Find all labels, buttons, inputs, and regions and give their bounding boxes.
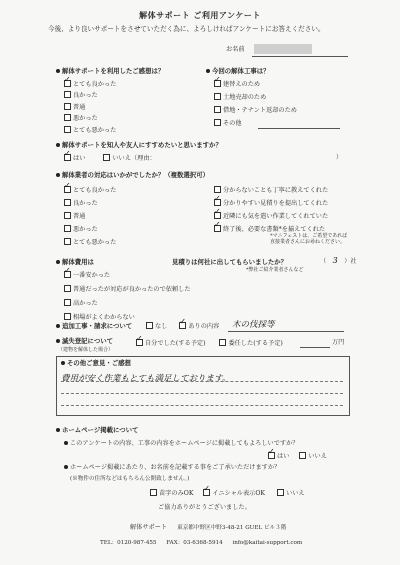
checkbox[interactable] <box>64 212 71 219</box>
q4-option[interactable]: ✓終了後、必要な書類*を揃えてくれた <box>214 225 328 234</box>
q2-label: 今回の解体工事は？ <box>206 67 270 75</box>
q2-option[interactable]: 借地・テナント返却のため <box>214 106 297 115</box>
q1-option[interactable]: 悪かった <box>64 114 116 123</box>
q7-options <box>136 339 283 348</box>
q8-label: その他ご意見・ご感想 <box>61 359 131 367</box>
footer-address: 東京都中野区中野3-48-21 GUEL ビル３階 <box>177 525 287 531</box>
checkbox[interactable] <box>214 93 221 100</box>
q2-option[interactable]: ✓建替えのため <box>214 80 297 89</box>
redacted-name <box>254 44 312 54</box>
bullet-icon <box>64 441 68 445</box>
q7-opt2[interactable]: 委任した(する予定) <box>219 340 282 347</box>
form-title: 解体サポート ご利用アンケート <box>139 10 261 20</box>
bullet-icon <box>56 173 60 177</box>
hp-qa: このアンケートの内容、工事の内容をホームページに掲載してもよろしいですか？ <box>64 440 298 448</box>
hp-qb-opt-b[interactable]: ✓ イニシャル表示OK <box>203 490 265 497</box>
q2-other-line <box>258 128 340 129</box>
checkbox-checked[interactable] <box>179 322 186 329</box>
q6-detail[interactable]: 木の伐採等 <box>232 320 275 330</box>
checkbox-checked[interactable] <box>214 212 221 219</box>
hp-qb-note: (※物件の住所などはもちろん公開致しません。) <box>70 476 190 482</box>
checkbox-checked[interactable] <box>214 80 221 87</box>
q1-label: 解体サポートを利用したご感想は？ <box>56 67 164 75</box>
checkbox[interactable] <box>64 126 71 133</box>
q3-label: 解体サポートを知人や友人にすすめたいと思いますか？ <box>56 141 222 149</box>
intro-text: 今後、より良いサポートをさせていただく為に、よろしければアンケートにお答えください。 <box>48 25 325 33</box>
hp-label: ホームページ掲載について <box>56 426 138 434</box>
checkbox[interactable] <box>64 114 71 121</box>
q4-option[interactable]: 分からないことも丁寧に教えてくれた <box>214 186 328 195</box>
q1-option[interactable]: とても悪かった <box>64 126 116 135</box>
q4-right-options <box>214 186 328 234</box>
checkbox[interactable] <box>299 452 306 459</box>
q4-option[interactable]: ✓とても良かった <box>64 186 116 195</box>
bullet-icon <box>56 69 60 73</box>
name-underline <box>252 56 348 57</box>
q4-note: *マニフェストは、ご希望であれば 直接業者さんにお尋ねください。 <box>270 233 348 245</box>
q6-some[interactable]: ✓ ありの内容 <box>179 323 219 330</box>
checkbox[interactable] <box>150 489 157 496</box>
bullet-icon <box>206 69 210 73</box>
checkbox[interactable] <box>64 91 71 98</box>
q4-option[interactable]: 悪かった <box>64 225 116 234</box>
bullet-icon <box>61 361 65 365</box>
q5-option[interactable]: 相場がよくわからない <box>64 313 191 322</box>
checkbox[interactable] <box>103 154 110 161</box>
q7-amount-line <box>300 347 330 348</box>
checkbox-checked[interactable] <box>64 154 71 161</box>
closing-text: ご協力ありがとうございました。 <box>158 504 251 511</box>
checkbox-checked[interactable] <box>214 225 221 232</box>
checkbox-checked[interactable] <box>64 80 71 87</box>
q5-label: 解体費用は <box>56 258 94 266</box>
checkbox[interactable] <box>214 119 221 126</box>
checkbox-checked[interactable] <box>268 452 275 459</box>
checkbox[interactable] <box>64 299 71 306</box>
q7-opt1[interactable]: ✓自分でした(する予定) <box>136 340 206 347</box>
bullet-icon <box>56 324 60 328</box>
q5-estimate-value[interactable]: 3 <box>332 256 338 265</box>
q5-option[interactable]: ✓一番安かった <box>64 271 191 280</box>
checkbox-checked[interactable] <box>203 489 210 496</box>
q4-option[interactable]: 普通 <box>64 212 116 221</box>
checkbox[interactable] <box>64 285 71 292</box>
checkbox-checked[interactable] <box>214 199 221 206</box>
checkbox-checked[interactable] <box>64 186 71 193</box>
checkbox[interactable] <box>64 225 71 232</box>
q5-option[interactable]: 普通だったが対応が良かったので依頼した <box>64 285 191 294</box>
q8-answer: 費用が安く作業もとても満足しております。 <box>61 374 231 384</box>
checkbox[interactable] <box>214 186 221 193</box>
q6-detail-line <box>228 331 344 332</box>
hp-qb-opt-c[interactable]: いいえ <box>277 490 305 497</box>
q7-label: 滅失登記について <box>56 337 113 345</box>
q4-option[interactable]: 良かった <box>64 199 116 208</box>
q2-option[interactable]: その他 <box>214 119 297 128</box>
footer-fax: FAX：03-6368-5914 <box>166 540 223 546</box>
checkbox[interactable] <box>146 322 153 329</box>
q3-no[interactable]: いいえ（理由： <box>103 155 155 162</box>
q1-option[interactable]: 良かった <box>64 91 116 100</box>
footer-company: 解体サポート <box>130 524 168 531</box>
hp-qa-no[interactable]: いいえ <box>299 453 327 460</box>
q1-options <box>64 80 116 135</box>
checkbox[interactable] <box>214 106 221 113</box>
name-label: お名前 <box>226 46 245 53</box>
footer-email[interactable]: info@kaitai-support.com <box>232 540 303 546</box>
q6-label: 追加工事・請求について <box>56 322 132 330</box>
comment-line <box>61 381 343 382</box>
q5-option[interactable]: 高かった <box>64 299 191 308</box>
q4-label: 解体業者の対応はいかがでしたか？（複数選択可） <box>56 171 209 179</box>
checkbox[interactable] <box>64 313 71 320</box>
comment-box[interactable] <box>56 356 350 416</box>
q5-options <box>64 271 191 322</box>
q3-close-paren: ） <box>336 154 343 161</box>
bullet-icon <box>64 465 68 469</box>
q3-options <box>64 154 156 163</box>
hp-qa-options <box>268 452 327 461</box>
q5-estimate-note: *弊社ご紹介業者さんなど <box>246 267 304 273</box>
q2-options <box>214 80 297 128</box>
hp-qb: ホームページ掲載にあたり、お名前を記載する事をご了承いただけますか？ <box>64 464 280 472</box>
q5-estimate-box: （ 3 ）社 <box>320 256 357 265</box>
q4-option[interactable]: ✓分かりやすい見積りを提出してくれた <box>214 199 328 208</box>
checkbox[interactable] <box>64 238 71 245</box>
bullet-icon <box>56 339 60 343</box>
comment-line <box>61 405 343 406</box>
q6-none[interactable]: なし <box>146 323 167 330</box>
bullet-icon <box>56 428 60 432</box>
checkbox[interactable] <box>64 199 71 206</box>
q7-sub: （建物を解体した場合） <box>58 347 114 353</box>
q5-estimate-label: 見積りは何社に出してもらいましたか？ <box>172 258 288 266</box>
footer-line2 <box>100 539 302 547</box>
q1-option[interactable]: 普通 <box>64 103 116 112</box>
footer-line1 <box>130 524 286 532</box>
q7-unit: 万円 <box>332 339 345 346</box>
bullet-icon <box>56 143 60 147</box>
checkbox[interactable] <box>277 489 284 496</box>
hp-qb-opt-a[interactable]: 苗字のみOK <box>150 490 193 497</box>
hp-qb-options <box>150 489 305 498</box>
bullet-icon <box>56 260 60 264</box>
checkbox-checked[interactable] <box>136 339 143 346</box>
q3-yes[interactable]: ✓はい <box>64 155 85 162</box>
q4-option[interactable]: ✓近隣にも気を遣い作業してくれていた <box>214 212 328 221</box>
footer-tel: TEL：0120-987-455 <box>100 540 157 546</box>
checkbox[interactable] <box>219 339 226 346</box>
q4-left-options <box>64 186 116 247</box>
q6-options <box>146 322 219 331</box>
q4-option[interactable]: とても悪かった <box>64 238 116 247</box>
q1-option[interactable]: ✓とても良かった <box>64 80 116 89</box>
comment-line <box>61 393 343 394</box>
q2-option[interactable]: 土地売却のため <box>214 93 297 102</box>
hp-qa-yes[interactable]: ✓はい <box>268 453 289 460</box>
checkbox[interactable] <box>64 103 71 110</box>
checkbox-checked[interactable] <box>64 271 71 278</box>
